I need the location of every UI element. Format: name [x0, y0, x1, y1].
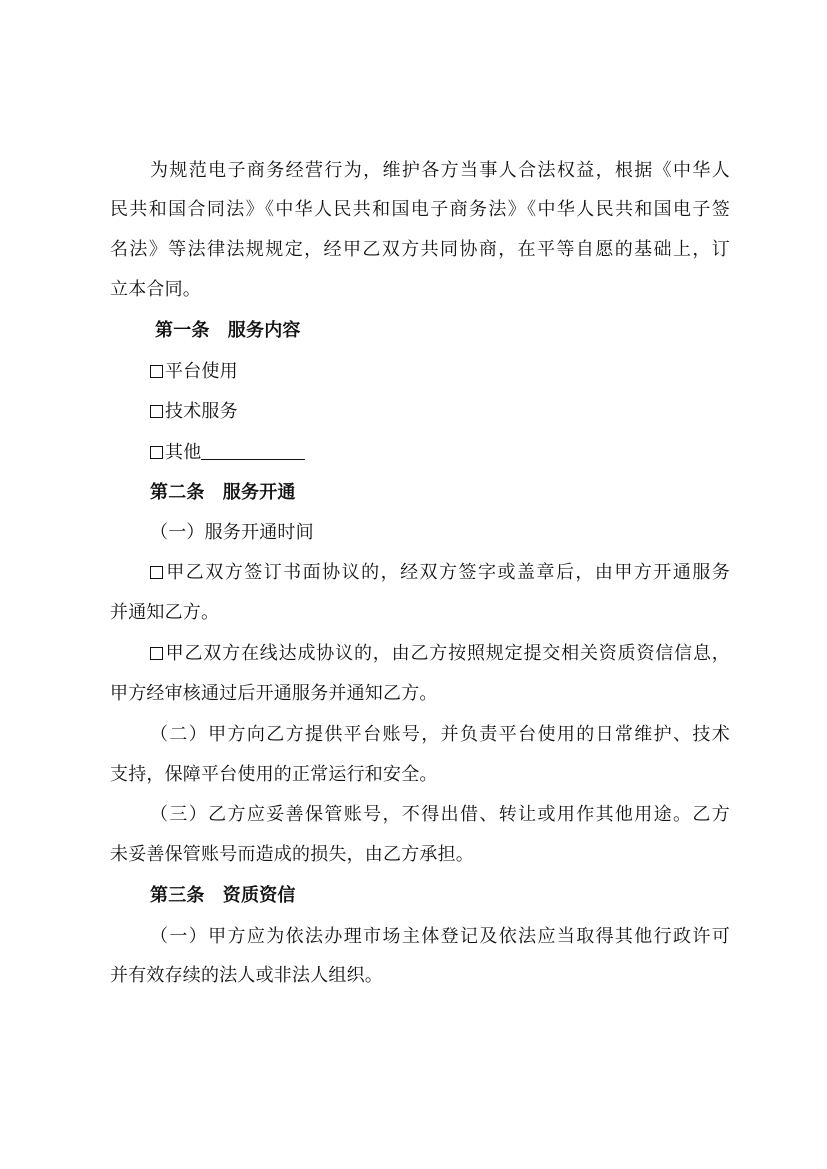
intro-line-4: 立本合同。 — [110, 279, 201, 300]
article-2-option-1-text: 甲乙双方签订书面协议的，经双方签字或盖章后，由甲方开通服务 — [165, 562, 730, 583]
intro-line-1: 为规范电子商务经营行为，维护各方当事人合法权益，根据《中华人 — [150, 160, 730, 181]
option-platform-use — [150, 359, 238, 385]
checkbox-platform-use[interactable] — [150, 365, 163, 378]
article-3-sub-1-line-1: （一）甲方应为依法办理市场主体登记及依法应当取得其他行政许可 — [150, 926, 730, 947]
article-3-sub-1-line-2: 并有效存续的法人或非法人组织。 — [110, 965, 383, 986]
checkbox-other[interactable] — [150, 446, 163, 459]
article-2-option-1-line-2: 并通知乙方。 — [110, 602, 220, 623]
other-fill-blank[interactable] — [201, 441, 305, 460]
article-2-option-2-text: 甲乙双方在线达成协议的，由乙方按照规定提交相关资质资信信息， — [165, 643, 730, 664]
option-other-label: 其他 — [165, 442, 202, 463]
article-2-option-1-line-1 — [150, 560, 730, 586]
article-2-sub-3-line-1: （三）乙方应妥善保管账号，不得出借、转让或用作其他用途。乙方 — [150, 804, 730, 825]
intro-line-3: 名法》等法律法规规定，经甲乙双方共同协商，在平等自愿的基础上，订 — [110, 239, 730, 260]
option-tech-service — [150, 399, 238, 425]
article-2-heading: 第二条 服务开通 — [150, 482, 296, 503]
article-3-heading: 第三条 资质资信 — [150, 885, 296, 906]
article-2-sub-2-line-1: （二）甲方向乙方提供平台账号，并负责平台使用的日常维护、技术 — [150, 724, 730, 745]
article-2-sub-1: （一）服务开通时间 — [150, 522, 314, 543]
article-2-sub-2-line-2: 支持，保障平台使用的正常运行和安全。 — [110, 764, 438, 785]
intro-line-2: 民共和国合同法》《中华人民共和国电子商务法》《中华人民共和国电子签 — [110, 199, 730, 220]
checkbox-online-agreement[interactable] — [150, 647, 163, 660]
checkbox-tech-service[interactable] — [150, 405, 163, 418]
option-platform-use-label: 平台使用 — [165, 361, 238, 382]
option-other — [150, 440, 305, 466]
checkbox-written-agreement[interactable] — [150, 566, 163, 579]
article-2-sub-3-line-2: 未妥善保管账号而造成的损失，由乙方承担。 — [110, 844, 474, 865]
article-1-heading: 第一条 服务内容 — [155, 320, 301, 341]
article-2-option-2-line-1 — [150, 641, 730, 667]
article-2-option-2-line-2: 甲方经审核通过后开通服务并通知乙方。 — [110, 683, 438, 704]
option-tech-service-label: 技术服务 — [165, 401, 238, 422]
